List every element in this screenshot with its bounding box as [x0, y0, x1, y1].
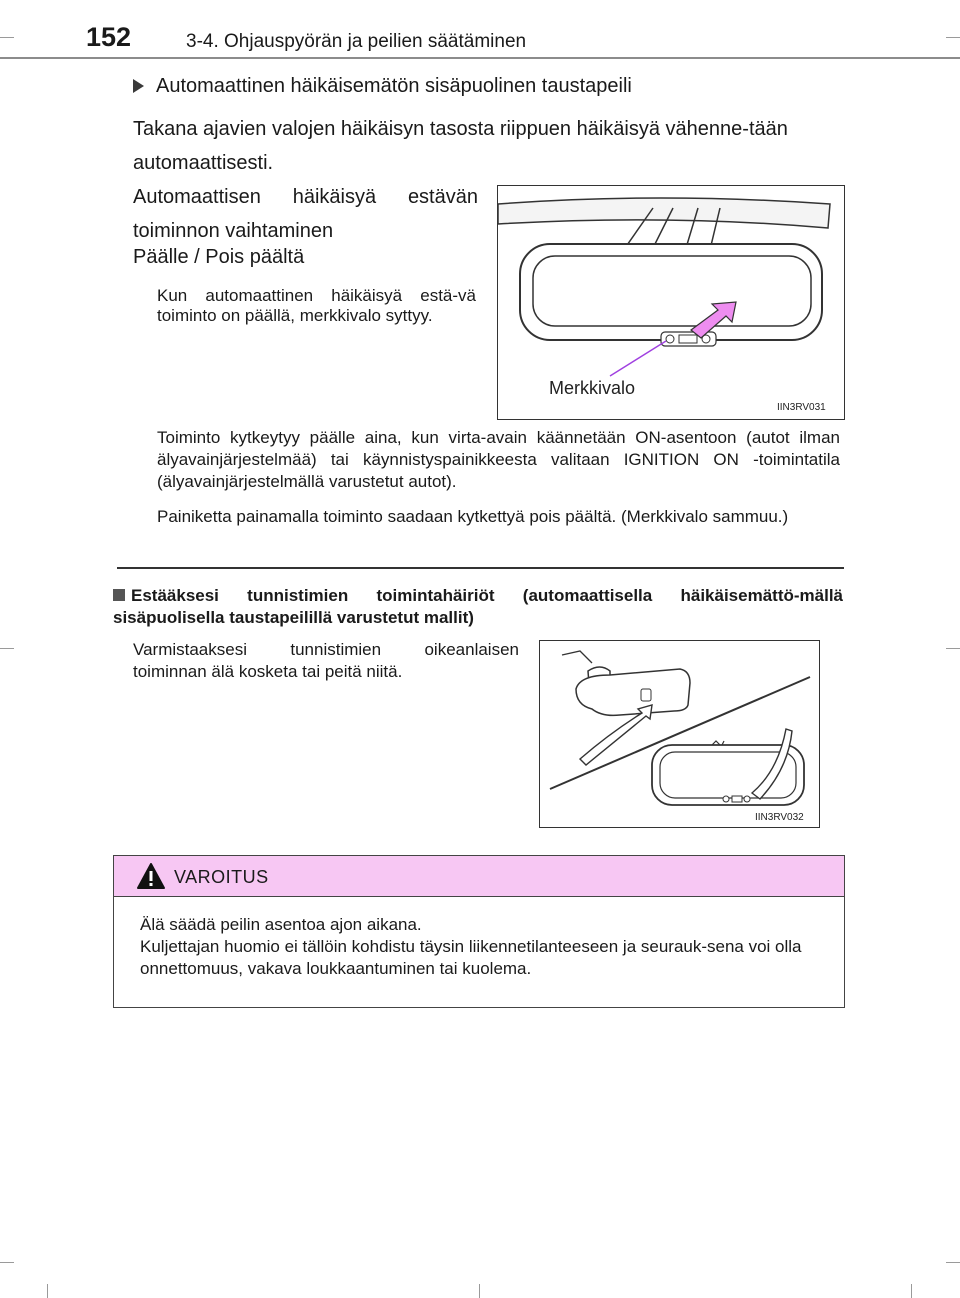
crop-mark: [946, 1262, 960, 1263]
section-divider: [117, 567, 844, 569]
activation-note: Toiminto kytkeytyy päälle aina, kun virta-avain käännetään ON-asentoon (autot ilman älyavainjärjestelmää) tai käynnistyspainikkeesta valitaan IGNITION ON -toimintatila (älyavainjärjestelmällä varustetut autot).: [157, 428, 840, 491]
deactivation-note: Painiketta painamalla toiminto saadaan kytkettyä pois päältä. (Merkkivalo sammuu.): [157, 507, 789, 526]
indicator-note: Kun automaattinen häikäisyä estä-vä toiminto on päällä, merkkivalo syttyy.: [157, 286, 476, 325]
warning-line-2: Kuljettajan huomio ei tällöin kohdistu täysin liikennetilanteeseen ja seurauk-sena voi olla onnettomuus, vakava loukkaantuminen tai kuolema.: [140, 937, 802, 978]
triangle-bullet-icon: [133, 79, 144, 93]
sensor-text: Varmistaaksesi tunnistimien oikeanlaisen toiminnan älä kosketa tai peitä niitä.: [133, 640, 519, 681]
page-number: 152: [86, 22, 132, 52]
crop-mark: [946, 648, 960, 649]
crop-mark: [0, 648, 14, 649]
section-header: 3-4. Ohjauspyörän ja peilien säätäminen: [186, 31, 527, 52]
subheading: [133, 75, 632, 98]
warning-header: [114, 856, 844, 897]
toggle-title: Automaattisen häikäisyä estävän toiminnon vaihtaminen: [133, 186, 478, 242]
subheading-text: Automaattinen häikäisemätön sisäpuolinen taustapeili: [156, 75, 632, 97]
crop-mark: [479, 1284, 480, 1298]
sensors-illustration: [540, 641, 819, 827]
warning-title: VAROITUS: [174, 867, 269, 887]
toggle-state: Päälle / Pois päältä: [133, 246, 305, 268]
crop-mark: [0, 1262, 14, 1263]
warning-line-1: Älä säädä peilin asentoa ajon aikana.: [140, 915, 422, 934]
crop-mark: [47, 1284, 48, 1298]
figure-mirror-sensors: [539, 640, 820, 828]
sensor-heading: [113, 585, 843, 629]
crop-mark: [946, 37, 960, 38]
figure-mirror-indicator: [497, 185, 845, 420]
warning-box: [113, 855, 845, 1008]
warning-triangle-icon: [136, 862, 166, 890]
header-rule: [0, 57, 960, 59]
figure-code: IIN3RV031: [777, 402, 826, 413]
crop-mark: [0, 37, 14, 38]
warning-body: [140, 914, 830, 980]
intro-paragraph: Takana ajavien valojen häikäisyn tasosta riippuen häikäisyä vähenne-tään automaattisesti.: [133, 118, 788, 174]
sensor-heading-text: Estääksesi tunnistimien toimintahäiriöt (automaattisella häikäisemättö-mällä sisäpuolisella taustapeilillä varustetut mallit): [113, 586, 843, 627]
indicator-label: Merkkivalo: [549, 378, 636, 398]
figure-code: IIN3RV032: [755, 812, 804, 823]
crop-mark: [911, 1284, 912, 1298]
square-bullet-icon: [113, 589, 125, 601]
